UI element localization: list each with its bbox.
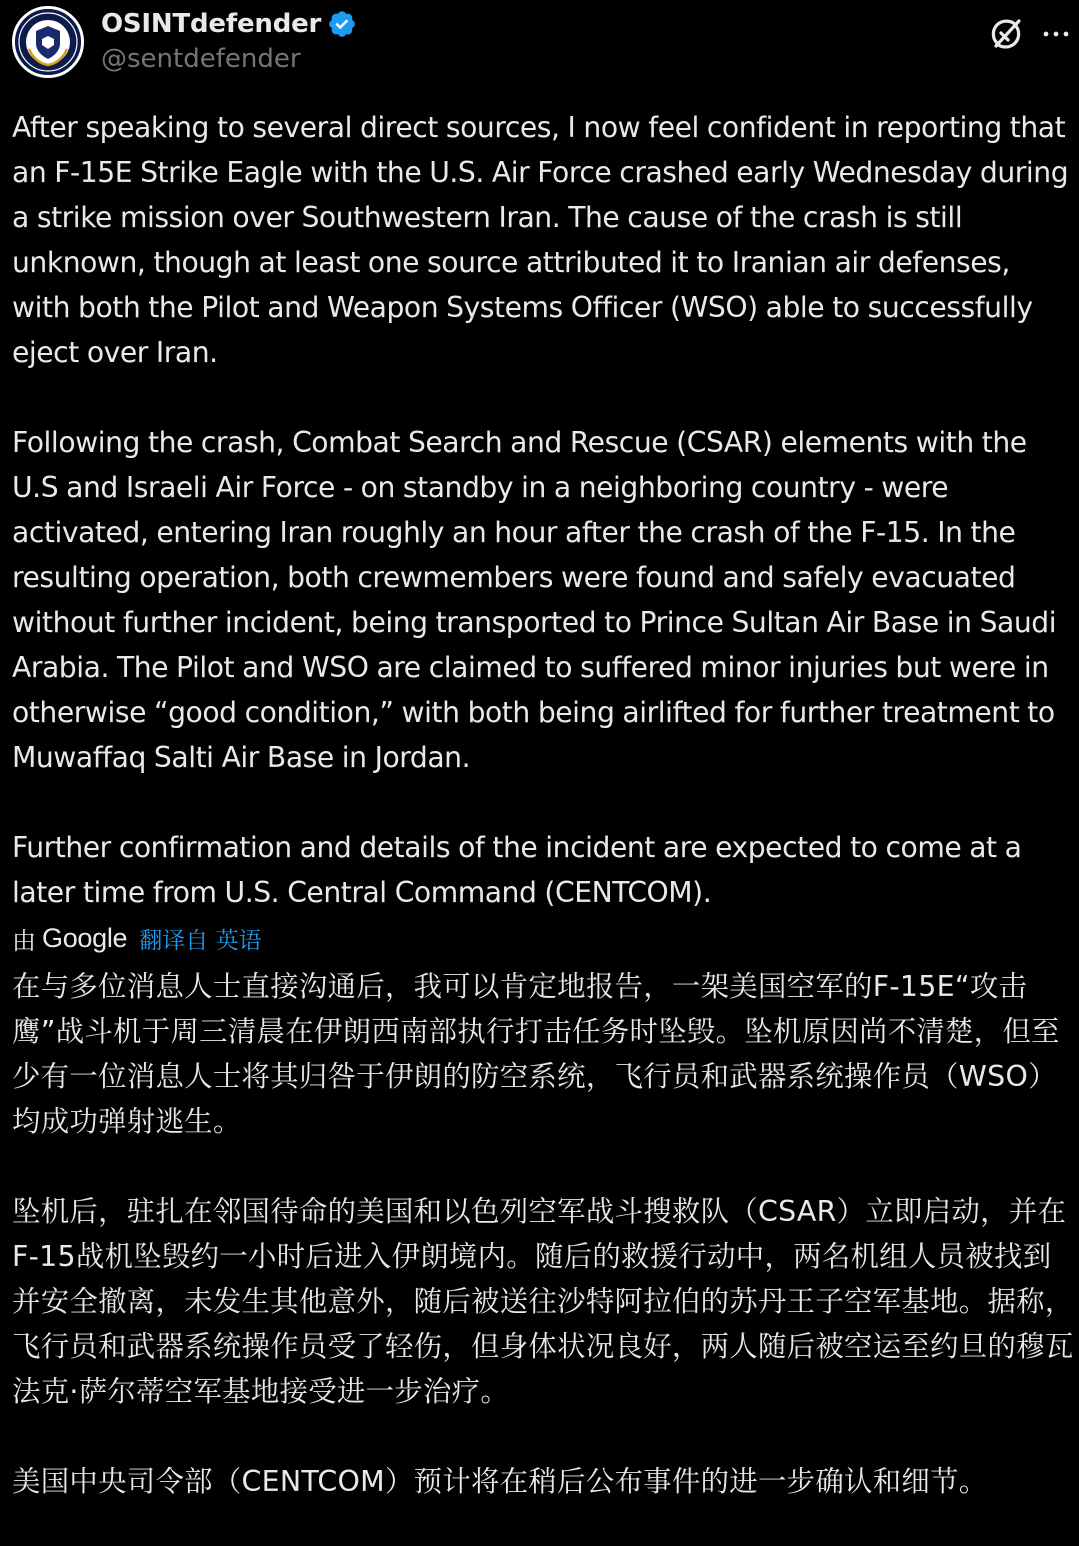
verified-badge-icon[interactable]	[327, 9, 357, 39]
google-logo: Google	[42, 922, 128, 953]
author-display-name[interactable]: OSINTdefender	[101, 9, 322, 39]
author-handle[interactable]: @sentdefender	[101, 44, 301, 74]
translated-text	[12, 964, 1074, 1504]
grok-icon[interactable]	[988, 16, 1024, 52]
shield-emblem-icon	[15, 9, 81, 75]
tweet-paragraph: Further confirmation and details of the incident are expected to come at a later time from U.S. Central Command (CENTCOM).	[12, 831, 1022, 909]
translated-paragraph: 坠机后，驻扎在邻国待命的美国和以色列空军战斗搜救队（CSAR）立即启动，并在F-15战机坠毁约一小时后进入伊朗境内。随后的救援行动中，两名机组人员被找到并安全撤离，未发生其他意外，随后被送往沙特阿拉伯的苏丹王子空军基地。据称，飞行员和武器系统操作员受了轻伤，但身体状况良好，两人随后被空运至约旦的穆瓦法克·萨尔蒂空军基地接受进一步治疗。	[12, 1195, 1074, 1408]
author-name-row	[101, 4, 357, 44]
tweet-text	[12, 105, 1074, 915]
translated-paragraph: 在与多位消息人士直接沟通后，我可以肯定地报告，一架美国空军的F-15E“攻击鹰”战斗机于周三清晨在伊朗西南部执行打击任务时坠毁。坠机原因尚不清楚，但至少有一位消息人士将其归咎于伊朗的防空系统，飞行员和武器系统操作员（WSO）均成功弹射逃生。	[12, 970, 1060, 1138]
translated-from-link[interactable]: 翻译自 英语	[139, 927, 262, 954]
tweet-header	[0, 0, 1079, 90]
avatar[interactable]	[12, 6, 84, 78]
tweet-paragraph: After speaking to several direct sources, I now feel confident in reporting that an F-15E Strike Eagle with the U.S. Air Force crashed early Wednesday during a strike mission over Southwestern Iran. The cause of the crash is still unknown, though at least one source attributed it to Iranian air defenses, with both the Pilot and Weapon Systems Officer (WSO) able to successfully eject over Iran.	[12, 111, 1069, 369]
more-options-icon[interactable]	[1040, 18, 1072, 50]
translated-paragraph: 美国中央司令部（CENTCOM）预计将在稍后公布事件的进一步确认和细节。	[12, 1465, 988, 1498]
translation-attribution	[12, 920, 262, 956]
translated-by-label: 由	[12, 926, 36, 955]
tweet-paragraph: Following the crash, Combat Search and Rescue (CSAR) elements with the U.S and Israeli Air Force - on standby in a neighboring country - were activated, entering Iran roughly an hour after the crash of the F-15. In the resulting operation, both crewmembers were found and safely evacuated without further incident, being transported to Prince Sultan Air Base in Saudi Arabia. The Pilot and WSO are claimed to suffered minor injuries but were in otherwise “good condition,” with both being airlifted for further treatment to Muwaffaq Salti Air Base in Jordan.	[12, 426, 1057, 774]
